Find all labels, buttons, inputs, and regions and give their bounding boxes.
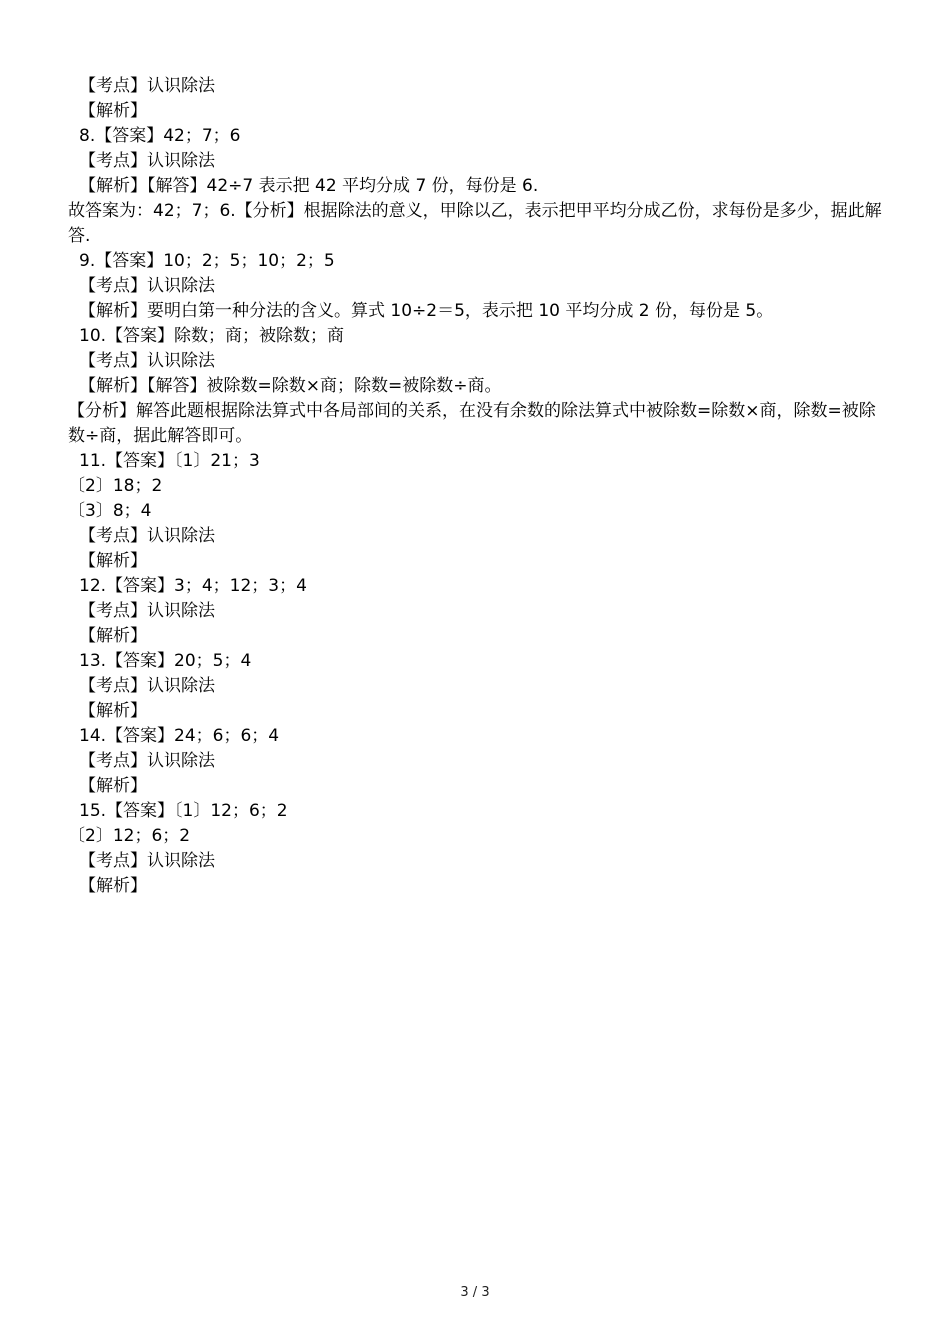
text-line: 【解析】【解答】42÷7 表示把 42 平均分成 7 份，每份是 6. <box>79 176 539 196</box>
text-line: 【解析】 <box>79 876 147 896</box>
text-line: 【分析】解答此题根据除法算式中各局部间的关系，在没有余数的除法算式中被除数=除数×商，除数=被除数÷商，据此解答即可。 <box>68 401 876 446</box>
text-line: 【解析】要明白第一种分法的含义。算式 10÷2＝5，表示把 10 平均分成 2 份，每份是 5。 <box>79 301 774 321</box>
text-line: 【解析】 <box>79 101 147 121</box>
text-line: 13.【答案】20；5；4 <box>79 651 252 671</box>
text-line: 【考点】认识除法 <box>79 351 215 371</box>
text-line: 故答案为：42；7；6.【分析】根据除法的意义，甲除以乙，表示把甲平均分成乙份，求每份是多少，据此解答. <box>68 201 882 246</box>
text-line: 【考点】认识除法 <box>79 276 215 296</box>
text-line: 11.【答案】〔1〕21；3 <box>79 451 260 471</box>
text-line: 【考点】认识除法 <box>79 601 215 621</box>
text-line: 14.【答案】24；6；6；4 <box>79 726 280 746</box>
text-line: 【解析】 <box>79 551 147 571</box>
text-line: 【考点】认识除法 <box>79 526 215 546</box>
text-line: 【考点】认识除法 <box>79 851 215 871</box>
text-line: 〔2〕18；2 <box>68 476 163 496</box>
text-line: 【解析】 <box>79 626 147 646</box>
text-line: 【考点】认识除法 <box>79 151 215 171</box>
text-line: 12.【答案】3；4；12；3；4 <box>79 576 307 596</box>
document-body <box>68 74 888 899</box>
text-line: 【考点】认识除法 <box>79 676 215 696</box>
text-line: 10.【答案】除数；商；被除数；商 <box>79 326 345 346</box>
text-line: 【考点】认识除法 <box>79 76 215 96</box>
text-line: 〔2〕12；6；2 <box>68 826 191 846</box>
page-number: 3 / 3 <box>460 1285 490 1300</box>
text-line: 【解析】【解答】被除数=除数×商；除数=被除数÷商。 <box>79 376 502 396</box>
text-line: 〔3〕8；4 <box>68 501 152 521</box>
text-line: 【解析】 <box>79 701 147 721</box>
text-line: 9.【答案】10；2；5；10；2；5 <box>79 251 335 271</box>
text-line: 【考点】认识除法 <box>79 751 215 771</box>
text-line: 【解析】 <box>79 776 147 796</box>
text-line: 8.【答案】42；7；6 <box>79 126 241 146</box>
text-line: 15.【答案】〔1〕12；6；2 <box>79 801 288 821</box>
